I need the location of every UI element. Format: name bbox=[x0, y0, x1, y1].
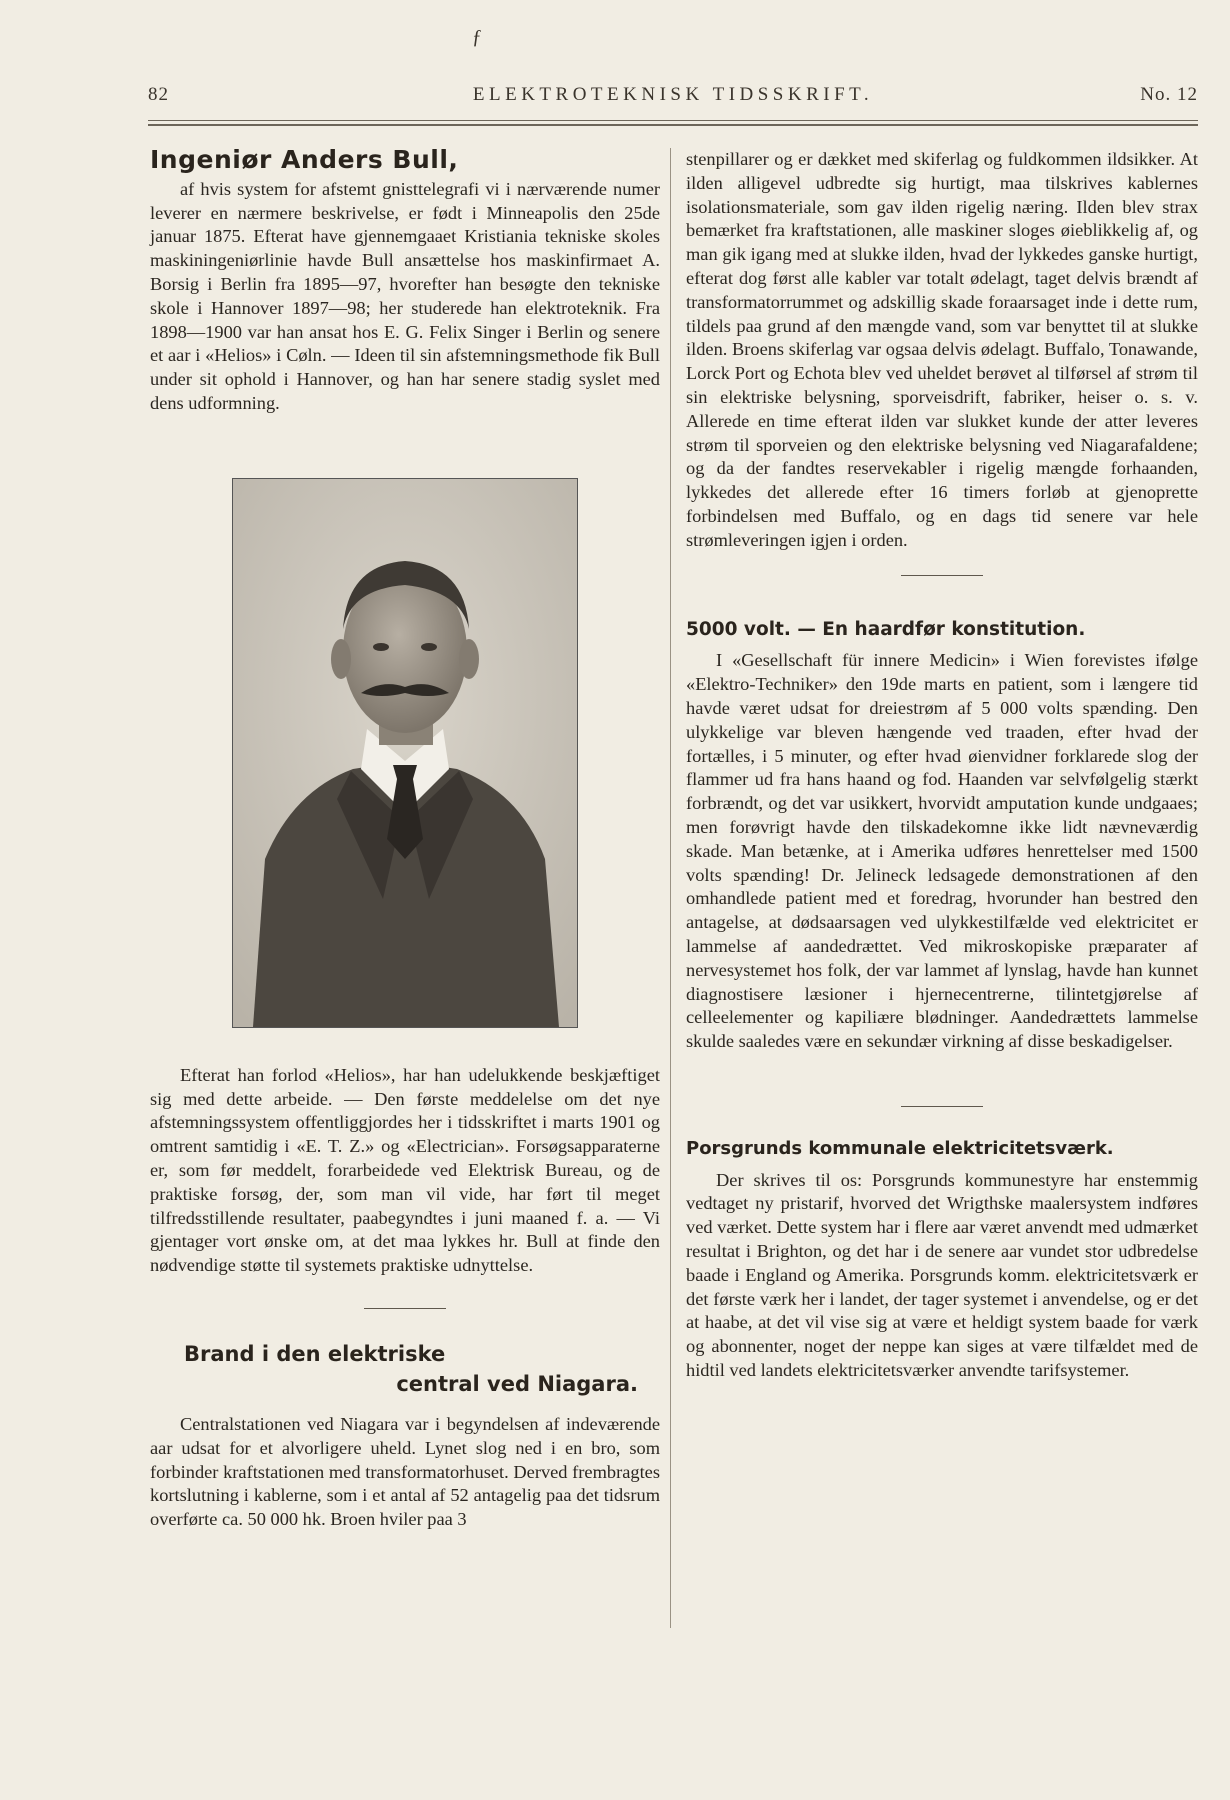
article-heading-bull: Ingeniør Anders Bull, bbox=[150, 145, 459, 174]
heading-line: Brand i den elektriske bbox=[184, 1341, 446, 1366]
article-paragraph: I «Gesellschaft für innere Medicin» i Wien forevistes ifølge «Elektro-Techniker» den 19de marts en patient, som i længere tid havde været udsat for dreiestrøm af 5 000 volts spænding. Den ulykkelige var bleven hængende ved traaden, efter hvad der fortælles, i 5 minuter, og efter hvad øienvidner forklarede slog der flammer ud fra hans haand og fod. Haanden var selvfølgelig stærkt forbrændt, og det var usikkert, hvorvidt amputation kunde undgaaes; men forøvrigt havde den tilskadekomne ikke lidt nævneværdig skade. Man betænke, at i Amerika udføres henrettelser med 1500 volts spænding! Dr. Jelineck ledsagede demonstrationen af den omhandlede patient med et foredrag, hvorunder han bestred den antagelse, at dødsaarsagen ved ulykkestilfælde ved elektricitet er lammelse af aandedrættet. Ved mikroskopiske præparater af nervesystemet hos folk, der var lammet af lynslag, havde han kunnet diagnostisere læsioner i hjernecentrerne, tilintetgjørelse af celleelementer og kapiliære blødninger. Aandedrættets lammelse skulde saaledes være en sekundær virkning af disse beskadigelser. bbox=[686, 650, 1198, 1052]
article-heading-volt: 5000 volt. — En haardfør konstitution. bbox=[686, 618, 1086, 640]
issue-number: No. 12 bbox=[1140, 84, 1198, 105]
article-paragraph: af hvis system for afstemt gnisttelegrafi vi i nærværende numer leverer en nærmere beskrivelse, er født i Minneapolis den 25de januar 1875. Efterat have gjennemgaaet Kristiania tekniske skoles maskiningeniørlinie havde Bull ansættelse hos maskinfirmaet A. Borsig i Berlin fra 1895—97, hvorefter han besøgte den tekniske skole i Hannover 1897—98; her studerede han elektroteknik. Fra 1898—1900 var han ansat hos E. G. Felix Singer i Berlin og senere et aar i «Helios» i Cøln. — Ideen til sin afstemningsmethode fik Bull under sit ophold i Hannover, og han har senere stadig syslet med dens udformning. bbox=[150, 178, 660, 413]
section-separator bbox=[901, 1106, 983, 1107]
article-paragraph-continued: stenpillarer og er dækket med skiferlag og fuldkommen ildsikker. At ilden alligevel udbredte sig hurtigt, maa tilskrives kablernes isolationsmateriale, som gav ilden rigelig næring. Ilden blev strax bemærket fra kraftstationen, alle maskiner sloges øieblikkelig af, og man gik igang med at slukke ilden, hvad der lykkedes ganske hurtigt, efterat dog først alle kabler var totalt ødelagt, taget delvis brændt af transformatorrummet og adskillig skade foraarsaget inde i dette rum, tildels paa grund af den mængde vand, som var benyttet til at slukke ilden. Broens skiferlag var ogsaa delvis ødelagt. Buffalo, Tonawande, Lorck Port og Echota blev ved uheldet berøvet al tilførsel af strøm til sin elektriske belysning, sporveisdrift, fabriker, heiser o. s. v. Allerede en time efterat ilden var slukket kunde der atter leveres strøm til sporveien og den elektriske belysning ved Niagarafaldene; og da der fandtes reservekabler i rigelig mængde forhaanden, lykkedes det allerede efter 16 timers forløb at gjenoprette forbindelsen med Buffalo, og en dags tid senere var hele strømleveringen igjen i orden. bbox=[686, 149, 1198, 550]
article-heading-porsgrund: Porsgrunds kommunale elektricitetsværk. bbox=[686, 1137, 1114, 1159]
header-rule bbox=[148, 120, 1198, 121]
portrait-photo-icon bbox=[232, 478, 578, 1028]
running-head bbox=[148, 84, 1198, 114]
header-rule-thick bbox=[148, 124, 1198, 126]
column-divider bbox=[670, 148, 671, 1628]
page-number: 82 bbox=[148, 84, 169, 105]
article-heading-niagara bbox=[150, 1339, 660, 1399]
section-separator bbox=[364, 1308, 446, 1309]
section-separator bbox=[901, 575, 983, 576]
right-column bbox=[686, 148, 1198, 1383]
left-column bbox=[150, 145, 660, 1532]
article-paragraph: Efterat han forlod «Helios», har han udelukkende beskjæftiget sig med dette arbeide. — Den første meddelelse om det nye afstemningssystem offentliggjordes her i tidsskriftet i marts 1901 og omtrent samtidig i «E. T. Z.» og «Electrician». Forsøgsapparaterne er, som før meddelt, forarbeidede ved Elektrisk Bureau, og de praktiske forsøg, der, som man vil vide, har ført til meget tilfredsstillende resultater, paabegyndtes i juni maaned f. a. — Vi gjentager vort ønske om, at det maa lykkes hr. Bull at finde den nødvendige støtte til systemets praktiske udnyttelse. bbox=[150, 1064, 660, 1276]
article-paragraph: Der skrives til os: Porsgrunds kommunestyre har enstemmig vedtaget ny pristarif, hvorved det Wrigthske maalersystem indføres ved værket. Dette system har i flere aar været anvendt med udmærket resultat i Brighton, og det har i de senere aar vundet stor udbredelse baade i England og Amerika. Porsgrunds komm. elektricitetsværk er det første værk her i landet, der tager systemet i anvendelse, og er det at haabe, at det vil vise sig at være et heldigt system baade for værk og abonnenter, noget der neppe kan siges at være tilfældet med de hidtil ved landets elektricitetsværker anvendte tarifsystemer. bbox=[686, 1169, 1198, 1381]
portrait-illustration bbox=[233, 479, 577, 1027]
heading-line: central ved Niagara. bbox=[396, 1371, 638, 1396]
journal-title: ELEKTROTEKNISK TIDSSKRIFT. bbox=[472, 84, 874, 105]
stray-mark: ƒ bbox=[472, 26, 482, 48]
article-paragraph: Centralstationen ved Niagara var i begyndelsen af indeværende aar udsat for et alvorligere uheld. Lynet slog ned i en bro, som forbinder kraftstationen med transformatorhuset. Derved frembragtes kortslutning i kablerne, som i et antal af 52 antagelig paa det tidsrum overførte ca. 50 000 hk. Broen hviler paa 3 bbox=[150, 1413, 660, 1530]
